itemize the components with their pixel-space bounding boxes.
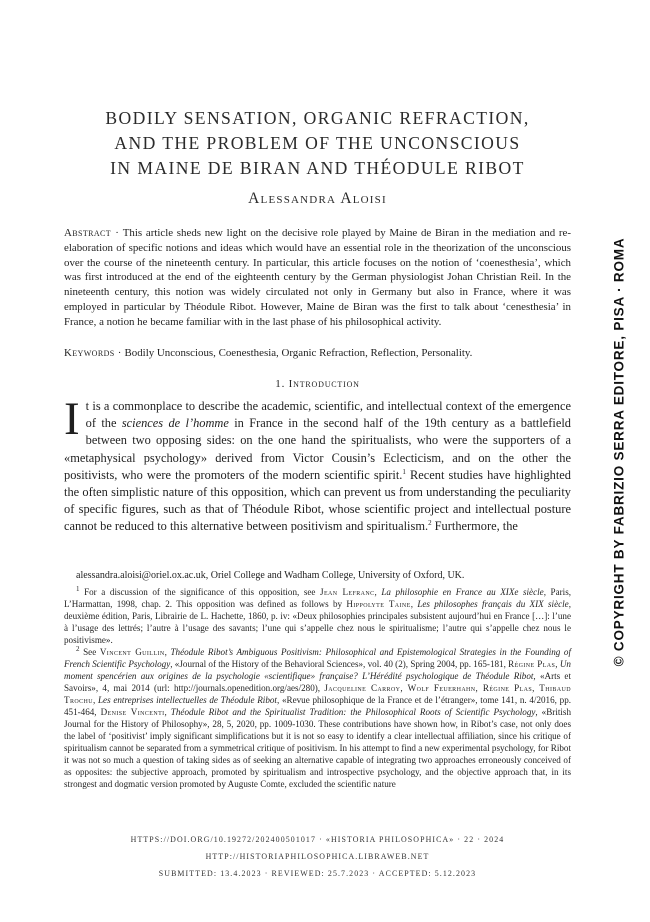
body-text-run: in France in the second half of the 19th century as a battlefield between two opposing sides: on the one hand the spiritualists, who were the supporters of a «metaphysical psychology» derived from Victor Cousin’s Eclecticism, and on the other the positivists, who were the promoters of the modern scientific spirit.: [64, 416, 571, 482]
footnote-text: ,: [374, 587, 382, 597]
footnote-text: ,: [164, 647, 171, 657]
footnote-text: , «Journal of the History of the Behavioral Sciences», vol. 40 (2), Spring 2004, pp. 165-181,: [170, 659, 509, 669]
footnote-text: ,: [164, 707, 171, 717]
footnote-text: , deuxième édition, Paris, Librairie de L. Hachette, 1860, p. iv: «Deux philosophies principales subsistent aujourd’hui en France […]: l’une à l’usage des lettrés; l’autre à l’usage des savants; l’une qui s’appelle chez nous le spiritualisme; l’autre qui s’appelle chez nous le positivisme».: [64, 599, 571, 645]
footnote-text: , «British Journal for the History of Philosophy», 28, 5, 2020, pp. 1009-1030. These contributions have shown how, in Ribot’s case, not only does the label of ‘positivist’ imply significant simplifications but it is not so easy to identify a clear intellectual affiliation, since his critique of spiritualism cannot be separated from a symmetrical critique of positivism. In his attempt to find a new experimental psychology, for Ribot it was not so much a question of taking sides as of seeking an alternative capable of integrating two approaches erroneously conceived of as opposites: the subjective approach, promoted by spiritualism and introspective psychology, and the objective approach that, in its strongest and dogmatic version promoted by Auguste Comte, excluded the scientific nature: [64, 707, 571, 789]
body-text-emphasis: sciences de l’homme: [121, 416, 229, 431]
footnote-number: 2: [76, 644, 80, 653]
footnote-author: Vincent Guillin: [99, 647, 165, 657]
title-line-2: AND THE PROBLEM OF THE UNCONSCIOUS: [114, 133, 521, 153]
footnote-author: Hippolyte Taine: [346, 599, 411, 609]
drop-cap: I: [64, 393, 80, 445]
title-line-1: BODILY SENSATION, ORGANIC REFRACTION,: [105, 108, 530, 128]
keywords-text: Bodily Unconscious, Coenesthesia, Organic Refraction, Reflection, Personality.: [124, 347, 473, 359]
title-line-3: IN MAINE DE BIRAN AND THÉODULE RIBOT: [110, 158, 525, 178]
abstract-text: This article sheds new light on the decisive role played by Maine de Biran in the mediation and re-elaboration of specific notions and ideas which would have an essential role in the theorization of the unconscious over the course of the nineteenth century. In particular, this article focuses on the notion of ‘coenesthesia’, which was first introduced at the end of the eighteenth century by the German physiologist Johan Christian Reil. In the nineteenth century, this notion was widely circulated not only in Germany but also in France, where it was employed in particular by Théodule Ribot. However, Maine de Biran was the first to talk about ‘cenesthesia’ in France, a notion he became familiar with in the last phase of his philosophical activity.: [64, 227, 571, 328]
footnote-number: 1: [76, 584, 80, 593]
footer-doi-line[interactable]: HTTPS://DOI.ORG/10.19272/202400501017 · «HISTORIA PHILOSOPHICA» · 22 · 2024: [130, 835, 505, 844]
keywords-label: Keywords ·: [64, 347, 122, 359]
body-text-run: t is a commonplace to describe the academic, scientific, and intellectual context of the emergence of the: [85, 399, 571, 431]
footnote-ref-1[interactable]: 1: [402, 467, 406, 476]
body-text: [64, 393, 572, 536]
copyright-sidebar: [611, 237, 627, 667]
footer-url-line[interactable]: HTTP://HISTORIAPHILOSOPHICA.LIBRAWEB.NET: [205, 852, 430, 861]
article-title: [70, 106, 565, 181]
footnote-title: La philosophie en France au XIXe siècle: [381, 587, 544, 597]
body-text-run: Furthermore, the: [431, 519, 518, 534]
footnote-1: [64, 586, 571, 646]
abstract: [64, 226, 571, 330]
footnote-text: See: [79, 647, 100, 657]
footnote-text: , Paris, L’Harmattan, 1998, chap. 2. This opposition was defined as follows by: [64, 587, 572, 609]
copyright-text: © COPYRIGHT BY FABRIZIO SERRA EDITORE, PISA · ROMA: [611, 237, 627, 667]
footnote-author: Denise Vincenti: [100, 707, 165, 717]
footnote-text: , «Arts et Savoirs», 4, mai 2014 (url: http://journals.openedition.org/aes/280),: [64, 671, 571, 693]
footer-dates-line: SUBMITTED: 13.4.2023 · REVIEWED: 25.7.2023 · ACCEPTED: 5.12.2023: [158, 869, 477, 878]
body-text-run: Recent studies have highlighted the often simplistic nature of this opposition, which can prevent us from understanding the peculiarity of specific figures, such as that of Théodule Ribot, whose scientific project and intellectual posture cannot be reduced to this alternative between positivism and spiritualism.: [64, 467, 572, 534]
footnote-author: Jacqueline Carroy, Wolf Feuerhahn, Régine Plas, Thibaud Trochu: [64, 683, 571, 705]
footnote-title: Théodule Ribot and the Spiritualist Tradition: the Philosophical Roots of Scientific Psychology: [170, 707, 536, 717]
footnote-ref-2[interactable]: 2: [428, 519, 432, 528]
footnote-author: Régine Plas: [508, 659, 556, 669]
footnote-title: Théodule Ribot’s Ambiguous Positivism: Philosophical and Epistemological Strategies in the Founding of French Scientific Psychology: [64, 647, 571, 669]
footnote-text: , «Revue philosophique de la France et de l’étranger», tome 141, n. 4/2016, pp. 451-464,: [64, 695, 572, 717]
footnote-2: [64, 646, 571, 790]
footnote-title: Les entreprises intellectuelles de Théodule Ribot: [97, 695, 277, 705]
footnote-author: Jean Lefranc: [320, 587, 375, 597]
author-affiliation: alessandra.aloisi@oriel.ox.ac.uk, Oriel College and Wadham College, University of Oxford, UK.: [76, 570, 465, 581]
footnote-text: ,: [92, 695, 98, 705]
footnote-text: ,: [410, 599, 418, 609]
footnote-text: For a discussion of the significance of this opposition, see: [79, 587, 321, 597]
abstract-label: Abstract ·: [64, 227, 120, 239]
footnote-title: Un moment spencérien aux origines de la psychologie «scientifique» française? L’Hérédité psychologique de Théodule Ribot: [64, 659, 571, 681]
keywords: [64, 346, 571, 361]
footnote-text: ,: [555, 659, 560, 669]
section-heading: 1. Introduction: [275, 378, 360, 390]
author-name: Alessandra Aloisi: [248, 190, 387, 207]
footnote-title: Les philosophes français du XIX siècle: [417, 599, 569, 609]
